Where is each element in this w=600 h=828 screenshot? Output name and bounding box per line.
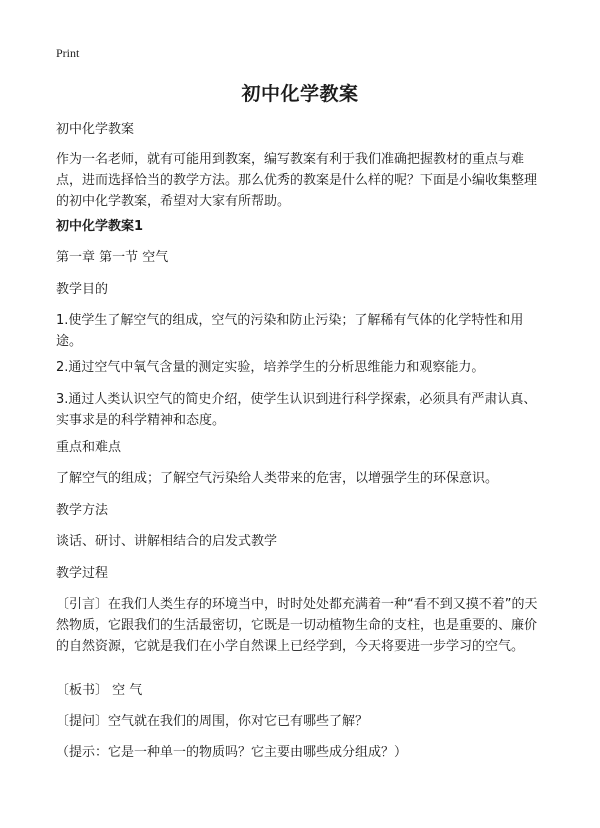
doc-subtitle: 初中化学教案 [56, 122, 135, 137]
process-intro: 〔引言〕在我们人类生存的环境当中，时时处处都充满着一种“看不到又摸不着”的天然物质，它跟我们的生活最密切，它既是一切动植物生命的支柱，也是重要的、廉价的自然资源，它就是我们在小学自然课上已经学到，今天将要进一步学习的空气。 [56, 597, 538, 654]
goal-item-1: 1.使学生了解空气的组成，空气的污染和防止污染；了解稀有气体的化学特性和用途。 [56, 313, 524, 349]
process-board: 〔板书〕 空 气 [56, 683, 143, 698]
chapter-line: 第一章 第一节 空气 [56, 250, 169, 265]
goal-item-3: 3.通过人类认识空气的简史介绍，使学生认识到进行科学探索，必须具有严肃认真、实事求是的科学精神和态度。 [56, 392, 537, 428]
method-heading: 教学方法 [56, 503, 109, 518]
process-question: 〔提问〕空气就在我们的周围，你对它已有哪些了解？ [56, 714, 369, 729]
section-title: 初中化学教案1 [56, 219, 144, 234]
process-heading: 教学过程 [56, 566, 109, 581]
process-hint: （提示：它是一种单一的物质吗？它主要由哪些成分组成？） [56, 745, 408, 760]
method-text: 谈话、研讨、讲解相结合的启发式教学 [56, 534, 278, 549]
key-heading: 重点和难点 [56, 440, 122, 455]
key-text: 了解空气的组成；了解空气污染给人类带来的危害，以增强学生的环保意识。 [56, 471, 499, 486]
print-link[interactable]: Print [56, 46, 80, 60]
goal-heading: 教学目的 [56, 282, 109, 297]
page-title: 初中化学教案 [241, 83, 359, 105]
goal-item-2: 2.通过空气中氧气含量的测定实验，培养学生的分析思维能力和观察能力。 [56, 360, 485, 375]
intro-paragraph: 作为一名老师，就有可能用到教案，编写教案有利于我们准确把握教材的重点与难点，进而选择恰当的教学方法。那么优秀的教案是什么样的呢？下面是小编收集整理的初中化学教案，希望对大家有所帮助。 [56, 152, 538, 209]
